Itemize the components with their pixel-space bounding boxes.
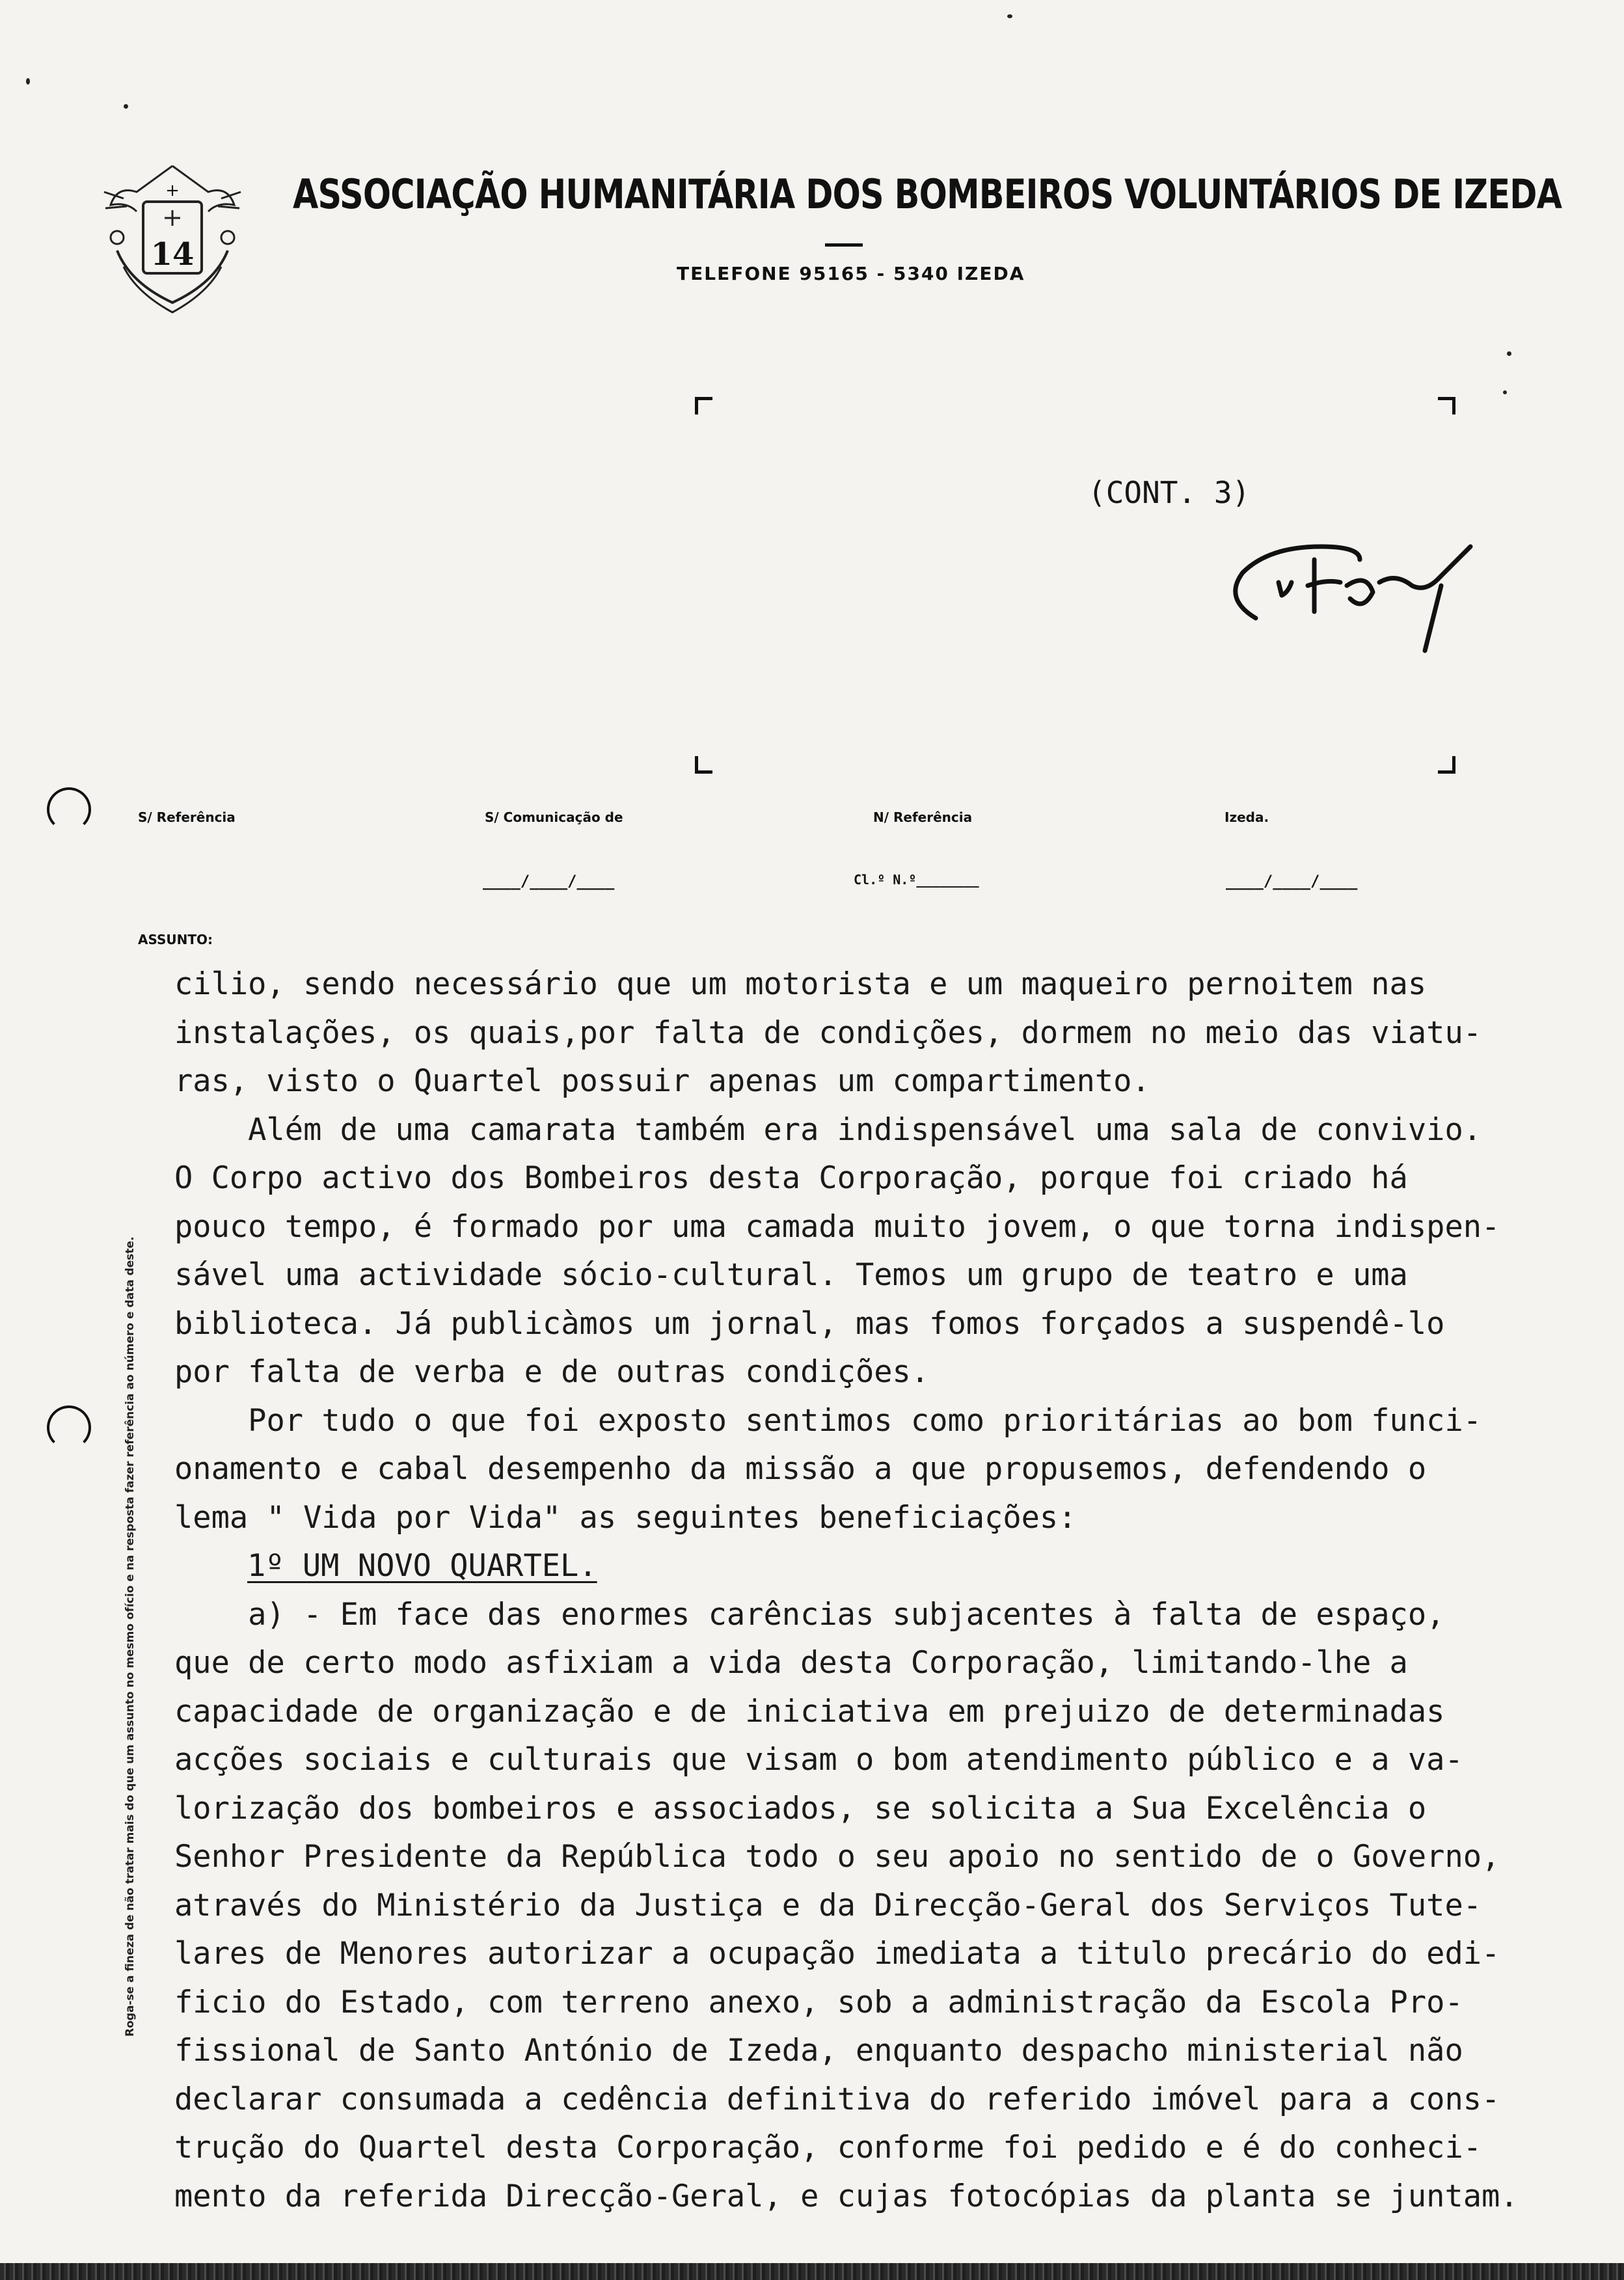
letter-date-blank: ____/____/____ <box>1226 872 1358 890</box>
letter-body <box>174 960 1580 2221</box>
scan-speck <box>1503 390 1507 394</box>
body-line: pouco tempo, é formado por uma camada muito jovem, o que torna indispen- <box>174 1208 1500 1245</box>
body-line: Senhor Presidente da República todo o seu apoio no sentido de o Governo, <box>174 1839 1500 1875</box>
your-communication-label: S/ Comunicação de <box>485 809 623 825</box>
body-line: sável uma actividade sócio-cultural. Temos um grupo de teatro e uma <box>174 1257 1408 1293</box>
body-line: a) - Em face das enormes carências subjacentes à falta de espaço, <box>174 1596 1445 1633</box>
body-line: lema " Vida por Vida" as seguintes beneficiações: <box>174 1499 1077 1536</box>
body-line: mento da referida Direcção-Geral, e cujas fotocópias da planta se juntam. <box>174 2178 1519 2214</box>
margin-instruction-note: Roga-se a fineza de não tratar mais do que um assunto no mesmo ofício e na resposta fazer referência ao número e data deste. <box>124 1236 137 2037</box>
body-line: fissional de Santo António de Izeda, enquanto despacho ministerial não <box>174 2033 1463 2069</box>
organization-phone-line: TELEFONE 95165 - 5340 IZEDA <box>677 263 1025 284</box>
address-window-corner-bottom-right <box>1438 756 1455 774</box>
body-line: lares de Menores autorizar a ocupação imediata a titulo precário do edi- <box>174 1936 1500 1972</box>
place-date-label: Izeda. <box>1225 809 1269 825</box>
punch-hole-mark <box>47 1405 91 1450</box>
body-line: lorização dos bombeiros e associados, se solicita a Sua Excelência o <box>174 1790 1427 1826</box>
body-line: cilio, sendo necessário que um motorista e um maqueiro pernoitem nas <box>174 966 1427 1002</box>
body-line: por falta de verba e de outras condições. <box>174 1354 930 1390</box>
section-heading <box>174 1542 1580 1591</box>
scan-speck <box>1507 351 1511 356</box>
address-window-corner-bottom-left <box>695 756 712 774</box>
body-line: Por tudo o que foi exposto sentimos como prioritárias ao bom funci- <box>174 1402 1482 1439</box>
body-line: O Corpo activo dos Bombeiros desta Corporação, porque foi criado há <box>174 1160 1408 1196</box>
body-line: ras, visto o Quartel possuir apenas um compartimento. <box>174 1063 1150 1099</box>
subject-label: ASSUNTO: <box>138 932 213 947</box>
body-line: trução do Quartel desta Corporação, conforme foi pedido e é do conheci- <box>174 2130 1482 2165</box>
body-line: através do Ministério da Justiça e da Direcção-Geral dos Serviços Tute- <box>174 1887 1482 1923</box>
address-window-corner-top-left <box>695 397 712 414</box>
body-line: declarar consumada a cedência definitiva do referido imóvel para a cons- <box>174 2081 1500 2117</box>
scan-speck <box>124 104 128 109</box>
body-line: que de certo modo asfixiam a vida desta Corporação, limitando-lhe a <box>174 1645 1408 1681</box>
your-reference-label: S/ Referência <box>138 809 236 825</box>
fire-brigade-crest-logo <box>98 153 247 322</box>
scan-bottom-edge <box>0 2263 1624 2280</box>
classification-number-blank: Cl.º N.º________ <box>854 872 979 888</box>
body-line: acções sociais e culturais que visam o bom atendimento público e a va- <box>174 1742 1463 1778</box>
scan-speck <box>1007 14 1012 18</box>
handwritten-signature <box>1217 521 1503 670</box>
punch-hole-mark <box>47 787 91 832</box>
scan-speck <box>26 78 30 85</box>
organization-name: ASSOCIAÇÃO HUMANITÁRIA DOS BOMBEIROS VOLUNTÁRIOS DE IZEDA <box>293 170 1562 218</box>
address-window-corner-top-right <box>1438 397 1455 414</box>
body-line: onamento e cabal desempenho da missão a que propusemos, defendendo o <box>174 1451 1427 1487</box>
svg-text:14: 14 <box>150 236 195 273</box>
svg-text:+: + <box>165 181 180 200</box>
body-line: biblioteca. Já publicàmos um jornal, mas fomos forçados a suspendê-lo <box>174 1305 1445 1342</box>
body-line: Além de uma camarata também era indispensável uma sala de convivio. <box>174 1111 1482 1148</box>
section-heading-text: 1º UM NOVO QUARTEL. <box>247 1548 597 1584</box>
body-line: ficio do Estado, com terreno anexo, sob a administração da Escola Pro- <box>174 1984 1463 2020</box>
communication-date-blank: ____/____/____ <box>483 872 615 890</box>
body-line: instalações, os quais,por falta de condições, dormem no meio das viatu- <box>174 1014 1482 1051</box>
continuation-marker: (CONT. 3) <box>1088 475 1251 510</box>
org-name-underline <box>825 243 863 247</box>
our-reference-label: N/ Referência <box>873 809 973 825</box>
body-line: capacidade de organização e de iniciativa em prejuizo de determinadas <box>174 1693 1445 1730</box>
